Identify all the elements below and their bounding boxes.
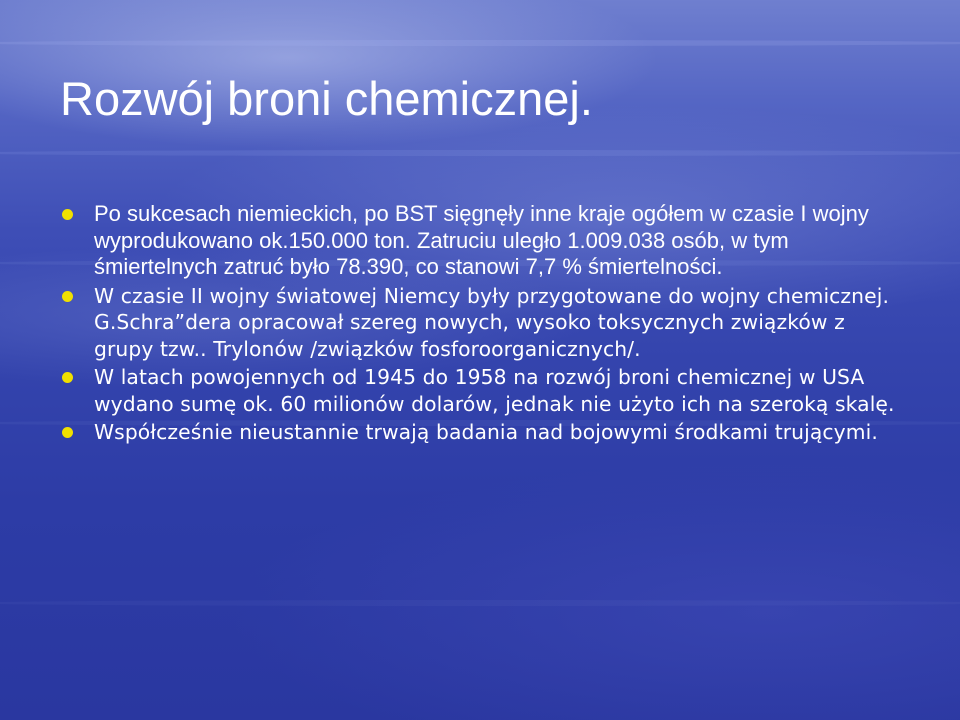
- bullet-dot-icon: [62, 372, 73, 383]
- bullet-list: [60, 201, 900, 446]
- bullet-dot-icon: [62, 291, 73, 302]
- background-wave: [0, 40, 960, 46]
- bullet-item: [60, 364, 900, 417]
- bullet-text: Po sukcesach niemieckich, po BST sięgnęły inne kraje ogółem w czasie I wojny wyprodukowano ok.150.000 ton. Zatruciu uległo 1.009.038 osób, w tym śmiertelnych zatruć było 78.390, co stanowi 7,7 % śmiertelności.: [94, 201, 869, 279]
- bullet-dot-icon: [62, 427, 73, 438]
- background-wave: [0, 150, 960, 156]
- background-wave: [0, 600, 960, 606]
- slide-title: Rozwój broni chemicznej.: [60, 72, 593, 125]
- bullet-text: W latach powojennych od 1945 do 1958 na rozwój broni chemicznej w USA wydano sumę ok. 60 milionów dolarów, jednak nie użyto ich na szeroką skalę.: [94, 365, 895, 416]
- bullet-item: [60, 201, 900, 281]
- bullet-item: [60, 419, 900, 446]
- bullet-item: [60, 283, 900, 363]
- bullet-text: W czasie II wojny światowej Niemcy były przygotowane do wojny chemicznej. G.Schra”dera opracował szereg nowych, wysoko toksycznych związków z grupy tzw.. Trylonów /związków fosforoorganicznych/.: [94, 283, 889, 361]
- bullet-text: Współcześnie nieustannie trwają badania nad bojowymi środkami trującymi.: [94, 420, 878, 444]
- bullet-dot-icon: [62, 209, 73, 220]
